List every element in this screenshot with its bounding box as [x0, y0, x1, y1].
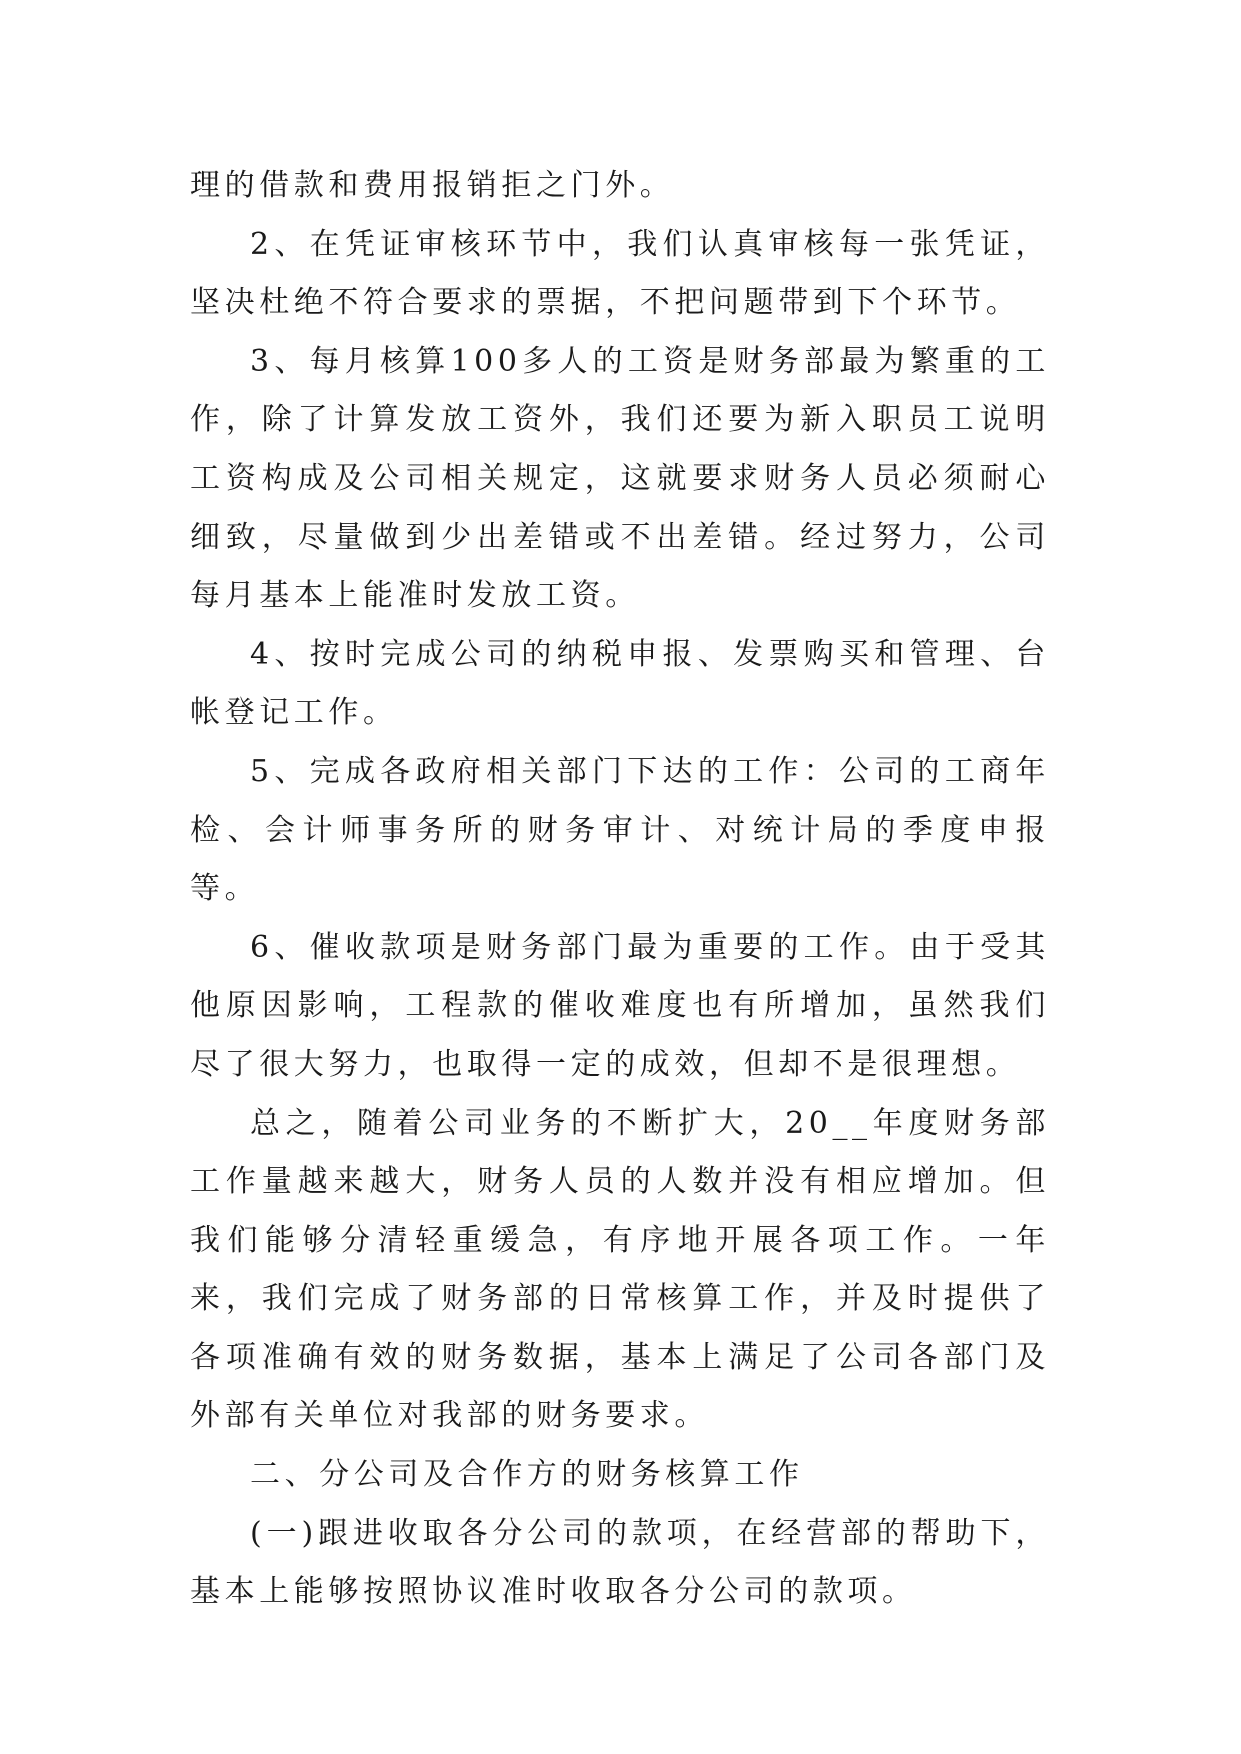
- paragraph-item-3: 3、每月核算100多人的工资是财务部最为繁重的工作，除了计算发放工资外，我们还要为新入职员工说明工资构成及公司相关规定，这就要求财务人员必须耐心细致，尽量做到少出差错或不出差错。经过努力，公司每月基本上能准时发放工资。: [190, 343, 1050, 614]
- paragraph-item-2: 2、在凭证审核环节中，我们认真审核每一张凭证，坚决杜绝不符合要求的票据，不把问题带到下个环节。: [190, 226, 1050, 321]
- paragraph-continuation: 理的借款和费用报销拒之门外。: [190, 168, 675, 203]
- paragraph-item-6: 6、催收款项是财务部门最为重要的工作。由于受其他原因影响，工程款的催收难度也有所增加，虽然我们尽了很大努力，也取得一定的成效，但却不是很理想。: [190, 929, 1050, 1082]
- paragraph-item-5: 5、完成各政府相关部门下达的工作：公司的工商年检、会计师事务所的财务审计、对统计局的季度申报等。: [190, 753, 1050, 907]
- section-heading-2: 二、分公司及合作方的财务核算工作: [250, 1457, 804, 1493]
- paragraph-subitem-1: (一)跟进收取各分公司的款项，在经营部的帮助下，基本上能够按照协议准时收取各分公司的款项。: [190, 1515, 1050, 1610]
- document-body: [190, 157, 1050, 1622]
- paragraph-summary: 总之，随着公司业务的不断扩大，20__年度财务部工作量越来越大，财务人员的人数并没有相应增加。但我们能够分清轻重缓急，有序地开展各项工作。一年来，我们完成了财务部的日常核算工作，并及时提供了各项准确有效的财务数据，基本上满足了公司各部门及外部有关单位对我部的财务要求。: [190, 1105, 1050, 1434]
- paragraph-item-4: 4、按时完成公司的纳税申报、发票购买和管理、台帐登记工作。: [190, 636, 1050, 731]
